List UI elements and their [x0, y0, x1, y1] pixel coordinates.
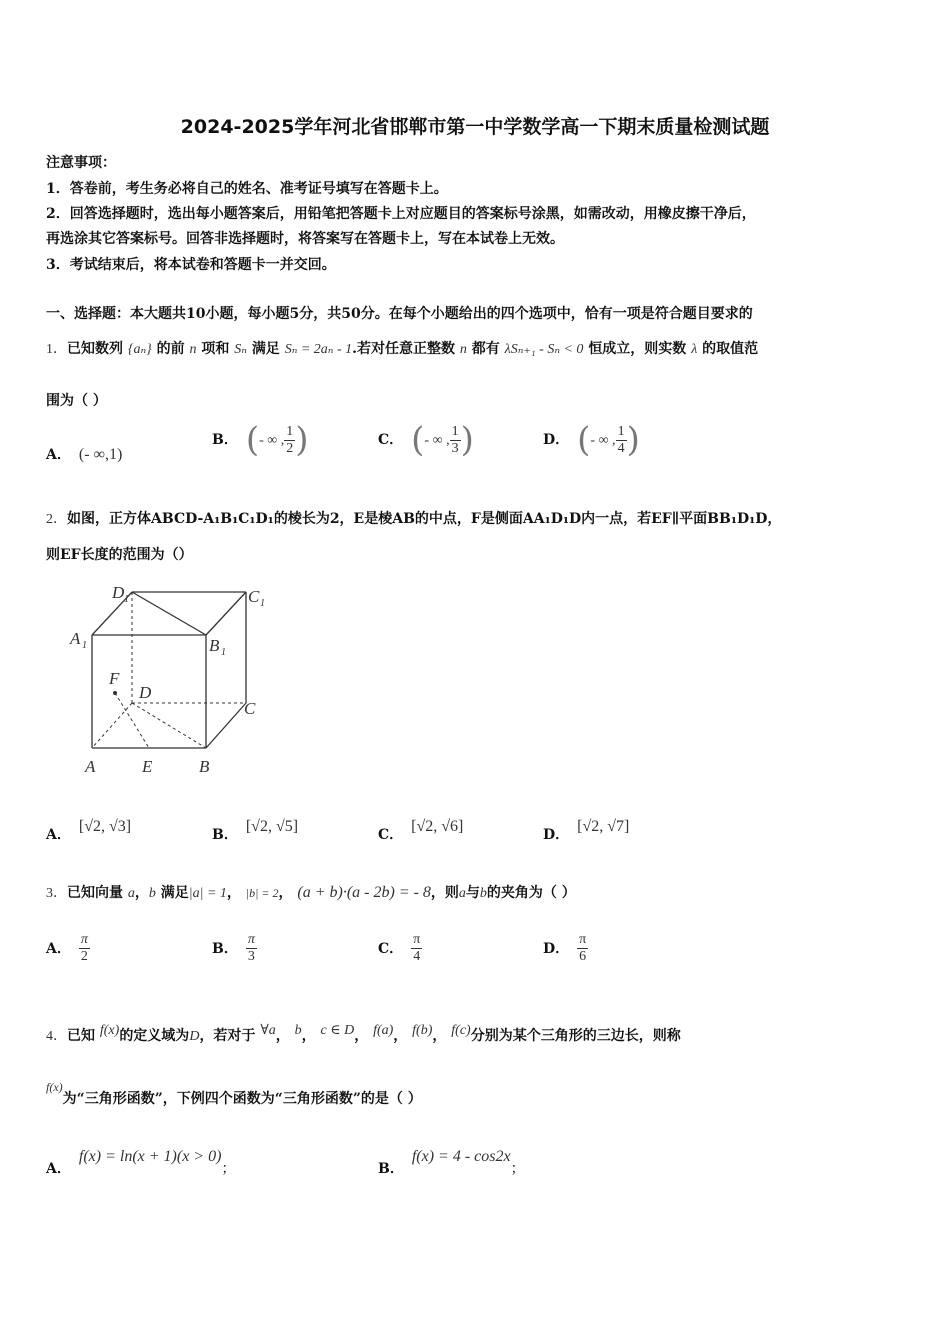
- cube-figure: [60, 578, 290, 778]
- vertex-label: B: [209, 636, 220, 655]
- option-a[interactable]: A．f(x) = ln(x + 1)(x > 0)；: [46, 1148, 236, 1177]
- math-expr: D: [189, 1029, 200, 1044]
- question-2-cont: 则EF长度的范围为（）: [46, 547, 193, 563]
- question-3: 3．已知向量 a，b 满足|a| = 1， |b| = 2， (a + b)·(a - 2b) = - 8，则a与b的夹角为（ ）: [46, 884, 576, 901]
- vertex-label: A: [85, 757, 96, 776]
- question-number: 4．: [46, 1029, 67, 1044]
- notice-item: 2．回答选择题时，选出每小题答案后，用铅笔把答题卡上对应题目的答案标号涂黑，如需改动，用橡皮擦干净后，: [46, 206, 756, 222]
- math-expr: b: [294, 1023, 302, 1038]
- question-1: 1．已知数列 {aₙ} 的前 n 项和 Sₙ 满足 Sₙ = 2aₙ - 1.若对任意正整数 n 都有 λSₙ₊₁ - Sₙ < 0 恒成立，则实数 λ 的取值范: [46, 341, 759, 357]
- option-c[interactable]: C． [√2, √6]: [378, 818, 464, 843]
- question-number: 2．: [46, 512, 67, 527]
- math-expr: ∀a: [260, 1023, 276, 1038]
- math-expr: b: [148, 886, 156, 901]
- question-1-cont: 围为（ ）: [46, 393, 107, 409]
- notice-item: 1．答卷前，考生务必将自己的姓名、准考证号填写在答题卡上。: [46, 181, 448, 197]
- vertex-label: D: [112, 583, 125, 602]
- vertex-label: F: [109, 669, 120, 688]
- option-d[interactable]: D． (- ∞ , $\frac{1}{4}$ ): [543, 420, 640, 460]
- svg-text:1: 1: [221, 647, 226, 658]
- svg-text:1: 1: [82, 640, 87, 651]
- option-c[interactable]: C． (- ∞ , $\frac{1}{3}$ ): [378, 420, 474, 460]
- math-expr: Sₙ = 2aₙ - 1: [284, 342, 353, 357]
- math-expr: (a + b)·(a - 2b) = - 8: [297, 884, 431, 901]
- vertex-label: C: [244, 699, 256, 718]
- option-d[interactable]: D． $\frac{\pi}{6}$: [543, 932, 587, 964]
- question-2: 2．如图，正方体ABCD-A₁B₁C₁D₁的棱长为2，E是棱AB的中点，F是侧面AA₁D₁D内一点，若EF∥平面BB₁D₁D，: [46, 511, 782, 527]
- math-expr: λ: [691, 342, 698, 357]
- math-expr: |b| = 2: [245, 886, 279, 900]
- page-title: 2024-2025学年河北省邯郸市第一中学数学高一下期末质量检测试题: [180, 116, 770, 138]
- math-expr: Sₙ: [234, 342, 247, 357]
- math-expr: a: [127, 886, 135, 901]
- option-b[interactable]: B．f(x) = 4 - cos2x；: [378, 1148, 525, 1177]
- option-a[interactable]: A． $\frac{\pi}{2}$: [46, 932, 88, 964]
- svg-text:1: 1: [124, 594, 129, 605]
- notice-item: 3．考试结束后，将本试卷和答题卡一并交回。: [46, 257, 336, 273]
- math-expr: b: [479, 886, 487, 901]
- option-d[interactable]: D． [√2, √7]: [543, 818, 630, 843]
- question-number: 3．: [46, 886, 67, 901]
- notice-item: 再选涂其它答案标号。回答非选择题时，将答案写在答题卡上，写在本试卷上无效。: [46, 231, 564, 247]
- math-expr: a: [458, 886, 466, 901]
- vertex-label: A: [70, 629, 81, 648]
- math-expr: λSₙ₊₁ - Sₙ < 0: [504, 342, 584, 357]
- notice-heading: 注意事项：: [46, 155, 116, 171]
- math-expr: c ∈ D: [320, 1023, 355, 1038]
- option-b[interactable]: B． [√2, √5]: [212, 818, 299, 843]
- vertex-label: D: [139, 683, 152, 702]
- math-expr: f(a): [373, 1023, 394, 1038]
- math-expr: f(x): [46, 1080, 63, 1094]
- option-b[interactable]: B． (- ∞ , $\frac{1}{2}$ ): [212, 420, 309, 460]
- vertex-label: E: [142, 757, 153, 776]
- vertex-label: B: [199, 757, 210, 776]
- math-expr: n: [459, 342, 467, 357]
- math-expr: |a| = 1: [188, 886, 227, 901]
- option-a[interactable]: A． [√2, √3]: [46, 818, 132, 843]
- option-a[interactable]: A． (- ∞,1): [46, 446, 123, 463]
- question-number: 1．: [46, 342, 67, 357]
- math-expr: n: [189, 342, 197, 357]
- option-b[interactable]: B． $\frac{\pi}{3}$: [212, 932, 255, 964]
- question-4: 4．已知 f(x)的定义域为D，若对于 ∀a， b， c ∈ D， f(a)， f(b)， f(c)分别为某个三角形的三边长，则称: [46, 1023, 681, 1044]
- math-expr: {aₙ}: [127, 342, 152, 357]
- question-4-cont: f(x)为“三角形函数”，下例四个函数为“三角形函数”的是（ ）: [46, 1080, 422, 1107]
- math-expr: f(c): [451, 1023, 471, 1038]
- svg-text:1: 1: [260, 598, 265, 609]
- option-c[interactable]: C． $\frac{\pi}{4}$: [378, 932, 421, 964]
- vertex-label: C: [248, 587, 260, 606]
- section-heading: 一、选择题：本大题共10小题，每小题5分，共50分。在每个小题给出的四个选项中，恰有一项是符合题目要求的: [46, 306, 753, 322]
- math-expr: f(b): [412, 1023, 433, 1038]
- math-expr: f(x): [99, 1023, 120, 1038]
